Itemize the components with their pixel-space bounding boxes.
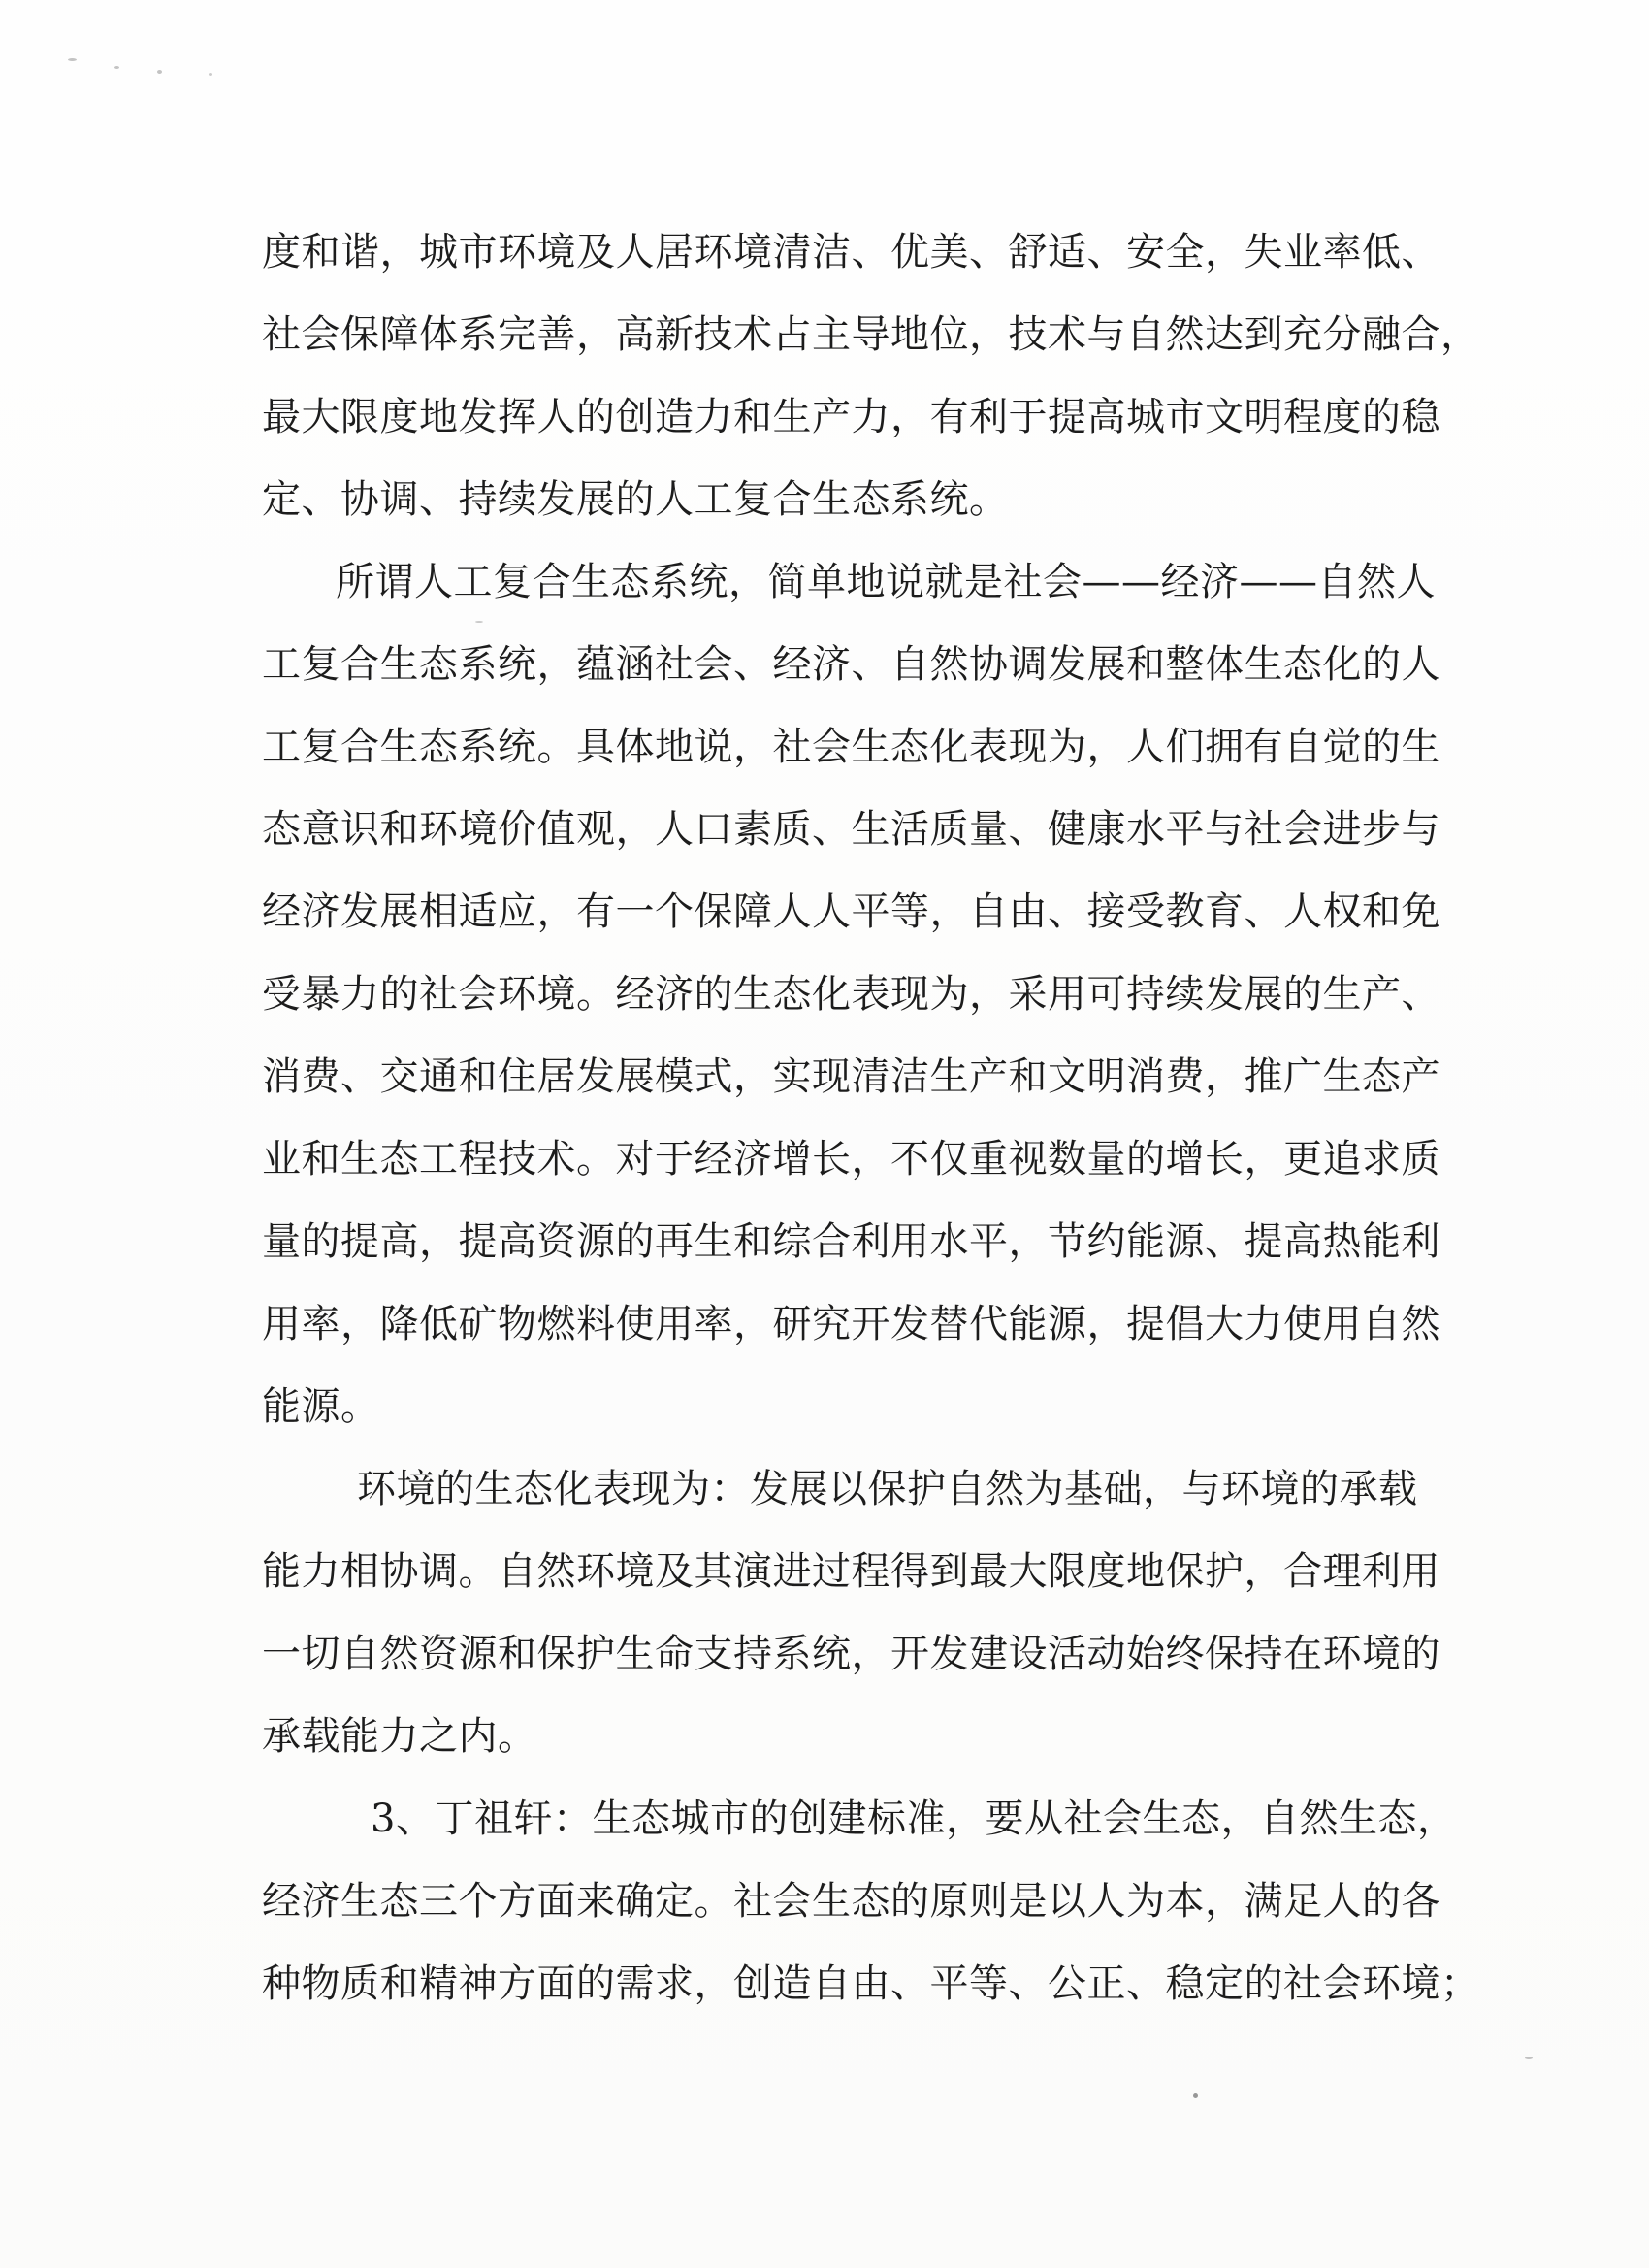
text-line: 工复合生态系统。具体地说，社会生态化表现为，人们拥有自觉的生 [262,725,1440,769]
paragraph-2 [262,541,1440,1448]
text-line: 所谓人工复合生态系统，简单地说就是社会——经济——自然人 [336,560,1436,604]
paragraph-3 [262,1448,1440,1778]
text-line: 社会保障体系完善，高新技术占主导地位，技术与自然达到充分融合， [262,312,1480,357]
text-line: 环境的生态化表现为：发展以保护自然为基础，与环境的承载 [357,1467,1418,1511]
scan-speck [68,58,77,61]
text-line: 能力相协调。自然环境及其演进过程得到最大限度地保护，合理利用 [262,1549,1440,1594]
paragraph-1 [262,211,1480,541]
text-line: 3、丁祖轩：生态城市的创建标准，要从社会生态，自然生态， [371,1797,1457,1841]
text-line: 一切自然资源和保护生命支持系统，开发建设活动始终保持在环境的 [262,1632,1440,1676]
scan-speck [1525,2057,1533,2059]
text-line: 最大限度地发挥人的创造力和生产力，有利于提高城市文明程度的稳 [262,395,1440,439]
text-line: 态意识和环境价值观，人口素质、生活质量、健康水平与社会进步与 [262,807,1440,852]
scan-speck [114,66,119,69]
text-line: 受暴力的社会环境。经济的生态化表现为，采用可持续发展的生产、 [262,972,1440,1017]
paragraph-4 [262,1778,1480,2025]
text-line: 量的提高，提高资源的再生和综合利用水平，节约能源、提高热能利 [262,1219,1440,1264]
text-line: 定、协调、持续发展的人工复合生态系统。 [262,477,1009,522]
text-line: 种物质和精神方面的需求，创造自由、平等、公正、稳定的社会环境； [262,1961,1480,2006]
text-line: 经济生态三个方面来确定。社会生态的原则是以人为本，满足人的各 [262,1879,1440,1924]
text-line: 业和生态工程技术。对于经济增长，不仅重视数量的增长，更追求质 [262,1137,1440,1182]
scan-speck [157,70,162,74]
scan-speck [209,73,212,76]
body-text [262,211,1480,2025]
text-line: 用率，降低矿物燃料使用率，研究开发替代能源，提倡大力使用自然 [262,1302,1440,1346]
text-line: 工复合生态系统，蕴涵社会、经济、自然协调发展和整体生态化的人 [262,642,1440,687]
text-line: 能源。 [262,1384,380,1429]
text-line: 经济发展相适应，有一个保障人人平等，自由、接受教育、人权和免 [262,890,1440,934]
text-line: 消费、交通和住居发展模式，实现清洁生产和文明消费，推广生态产 [262,1054,1440,1099]
text-line: 度和谐，城市环境及人居环境清洁、优美、舒适、安全，失业率低、 [262,230,1440,275]
scan-speck [1193,2093,1198,2098]
text-line: 承载能力之内。 [262,1714,537,1759]
